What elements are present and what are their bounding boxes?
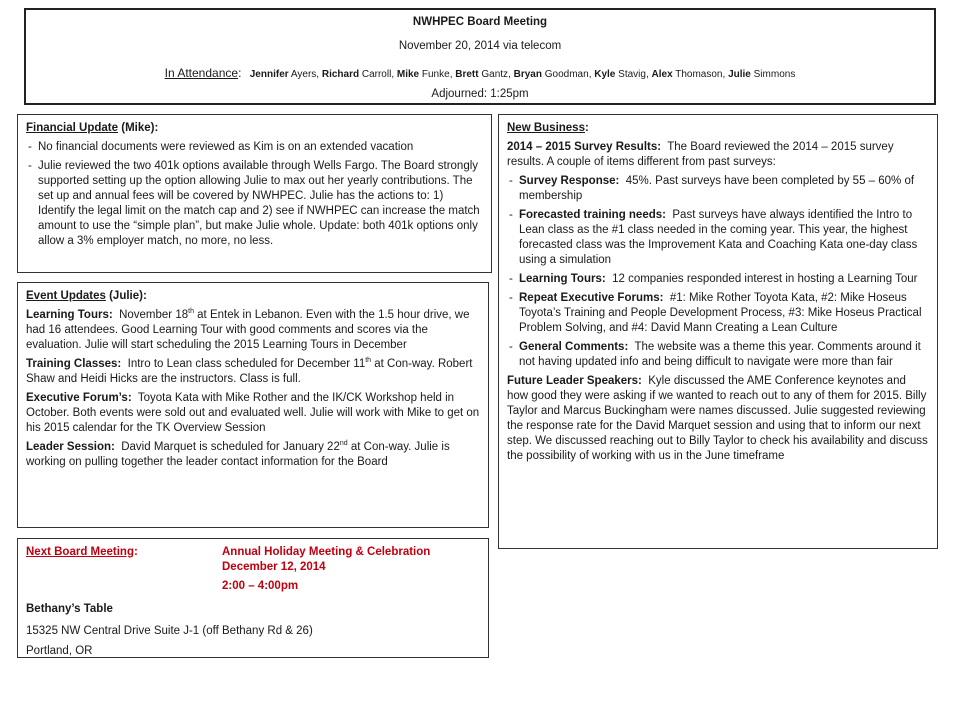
- leader-session-label: Leader Session:: [26, 441, 115, 453]
- attendee-first: Brett: [455, 69, 479, 80]
- leader-session-text: David Marquet is scheduled for January 22: [121, 441, 340, 453]
- list-item: - No financial documents were reviewed as Kim is on an extended vacation: [26, 140, 483, 155]
- venue-address: 15325 NW Central Drive Suite J-1 (off Bethany Rd & 26): [26, 625, 313, 637]
- next-meeting-label-cell: Next Board Meeting:: [26, 546, 138, 558]
- exec-forums-paragraph: [26, 391, 480, 436]
- survey-label: 2014 – 2015 Survey Results:: [507, 141, 662, 153]
- list-item: [507, 291, 929, 336]
- attendee-last: Thomason: [675, 69, 723, 80]
- events-owner: (Julie):: [109, 290, 147, 302]
- leader-session-paragraph: [26, 440, 480, 470]
- training-classes-label: Training Classes:: [26, 358, 122, 370]
- next-meeting-event: [222, 545, 480, 575]
- list-item: [507, 272, 929, 287]
- events-title: Event Updates: [26, 290, 106, 302]
- next-meeting-label: Next Board Meeting: [26, 546, 134, 558]
- attendee-last: Simmons: [753, 69, 796, 80]
- next-meeting-time: 2:00 – 4:00pm: [222, 580, 299, 592]
- financial-owner: (Mike):: [121, 122, 159, 134]
- learning-tours-paragraph: [26, 308, 480, 353]
- leader-session-text-cont: at Con-way. Julie is working on pulling together the leader contact information for the Board: [26, 441, 450, 468]
- attendee-last: Funke: [421, 69, 450, 80]
- ordinal-suffix: th: [365, 357, 372, 365]
- financial-list: [26, 140, 483, 249]
- attendee-last: Goodman: [544, 69, 589, 80]
- attendee-first: Jennifer: [249, 69, 289, 80]
- survey-paragraph: [507, 140, 929, 170]
- new-business-section: [498, 114, 938, 549]
- item-label: Survey Response:: [519, 175, 620, 187]
- attendee-first: Mike: [396, 69, 420, 80]
- attendee-first: Bryan: [513, 69, 542, 80]
- next-meeting-row: [26, 545, 480, 575]
- attendance-line: In Attendance: Jennifer Ayers, Richard Carroll, Mike Funke, Brett Gantz, Bryan Goodman, Kyle Stavig, Alex Thomason, Julie Simmons: [164, 66, 796, 80]
- item-text: The website was a theme this year. Comments around it not having updated info and being difficult to navigate were more than fair: [519, 341, 921, 368]
- meeting-date: November 20, 2014 via telecom: [398, 40, 562, 52]
- next-meeting-time-row: [26, 579, 480, 594]
- list-item: [507, 174, 929, 204]
- list-item: [507, 340, 929, 370]
- new-business-title: New Business: [507, 122, 585, 134]
- item-text: 12 companies responded interest in hosting a Learning Tour: [612, 273, 918, 285]
- item-label: General Comments:: [519, 341, 629, 353]
- list-item: - Julie reviewed the two 401k options available through Wells Fargo. The Board strongly supported setting up the option allowing Julie to max out her yearly contributions. The set up and annual fees will be covered by NWHPEC. Julie has the actions to: 1) Identify the legal limit on the match cap and 2) see if NWHPEC can increase the match amount to use the “simple plan”, but make Julie whole. Update: both 401k options only allow a 3% employer match, no more, no less.: [26, 159, 483, 249]
- training-classes-text: Intro to Lean class scheduled for December 11: [127, 358, 366, 370]
- next-meeting-date: December 12, 2014: [222, 561, 326, 573]
- attendee-first: Kyle: [594, 69, 616, 80]
- survey-findings-list: [507, 174, 929, 370]
- future-speakers-label: Future Leader Speakers:: [507, 375, 642, 387]
- adjourned-time: Adjourned: 1:25pm: [431, 88, 529, 100]
- item-text: Past surveys have always identified the Intro to Lean class as the #1 class needed in the coming year. This year, the highest forecasted class was the Improvement Kata and Coaching Kata one-day class using a simulation: [519, 209, 918, 266]
- item-text: #1: Mike Rother Toyota Kata, #2: Mike Hoseus Toyota’s Training and People Development Process, #3: Mike Hoseus Practical Problem Solving, and #4: David Mann Creating a Lean Culture: [519, 292, 922, 334]
- attendee-first: Alex: [651, 69, 673, 80]
- exec-forums-label: Executive Forum’s:: [26, 392, 132, 404]
- next-meeting-section: [17, 538, 489, 658]
- venue-name: Bethany’s Table: [26, 603, 113, 615]
- survey-text: The Board reviewed the 2014 – 2015 survey results. A couple of items different from past surveys:: [507, 141, 894, 168]
- event-updates-section: [17, 282, 489, 528]
- learning-tours-label: Learning Tours:: [26, 309, 113, 321]
- training-classes-text-cont: at Con-way. Robert Shaw and Heidi Hicks are the instructors. Class is full.: [26, 358, 473, 385]
- attendance-label: In Attendance: [164, 66, 239, 80]
- learning-tours-text-cont: at Entek in Lebanon. Even with the 1.5 hour drive, we had 16 attendees. Good Learning Tour with good comments and scores via the evaluation. Julie will start scheduling the 2015 Learning Tours in December: [26, 309, 470, 351]
- attendee-last: Gantz: [481, 69, 509, 80]
- exec-forums-text: Toyota Kata with Mike Rother and the IK/CK Workshop held in October. Both events were sold out and evaluated well. Julie will work with Mike to get on his 2015 calendar for the TK Overview Session: [26, 392, 480, 434]
- meeting-title: NWHPEC Board Meeting: [412, 16, 548, 28]
- spacer: [26, 579, 222, 594]
- financial-heading: [26, 121, 483, 136]
- future-speakers-paragraph: [507, 374, 929, 464]
- attendee-last: Carroll: [361, 69, 392, 80]
- next-meeting-event-name: Annual Holiday Meeting & Celebration: [222, 546, 431, 558]
- item-label: Learning Tours:: [519, 273, 606, 285]
- item-label: Forecasted training needs:: [519, 209, 666, 221]
- ordinal-suffix: th: [188, 308, 194, 316]
- events-heading: [26, 289, 480, 304]
- attendee-first: Richard: [321, 69, 360, 80]
- new-business-heading: New Business:: [507, 122, 589, 134]
- training-classes-paragraph: [26, 357, 480, 387]
- item-label: Repeat Executive Forums:: [519, 292, 664, 304]
- financial-update-section: [17, 114, 492, 273]
- learning-tours-text: November 18: [119, 309, 189, 321]
- financial-title: Financial Update: [26, 122, 119, 134]
- attendee-last: Ayers: [290, 69, 317, 80]
- future-speakers-text: Kyle discussed the AME Conference keynotes and how good they were asking if we wanted to reach out to any of them for 2015. Billy Taylor and Marcus Buckingham were names discussed. Julie suggested reviewing the response rate for the David Marquet session and using that to inform our next step. We discussed reaching out to Billy Taylor to check his availability and discuss the possibility of working with us in the June timeframe: [507, 375, 928, 462]
- meeting-header: [24, 8, 936, 105]
- ordinal-suffix: nd: [339, 440, 348, 448]
- attendee-first: Julie: [728, 69, 751, 80]
- item-text: 45%. Past surveys have been completed by 55 – 60% of membership: [519, 175, 915, 202]
- venue-city: Portland, OR: [26, 645, 93, 657]
- list-item: [507, 208, 929, 268]
- attendee-last: Stavig: [618, 69, 646, 80]
